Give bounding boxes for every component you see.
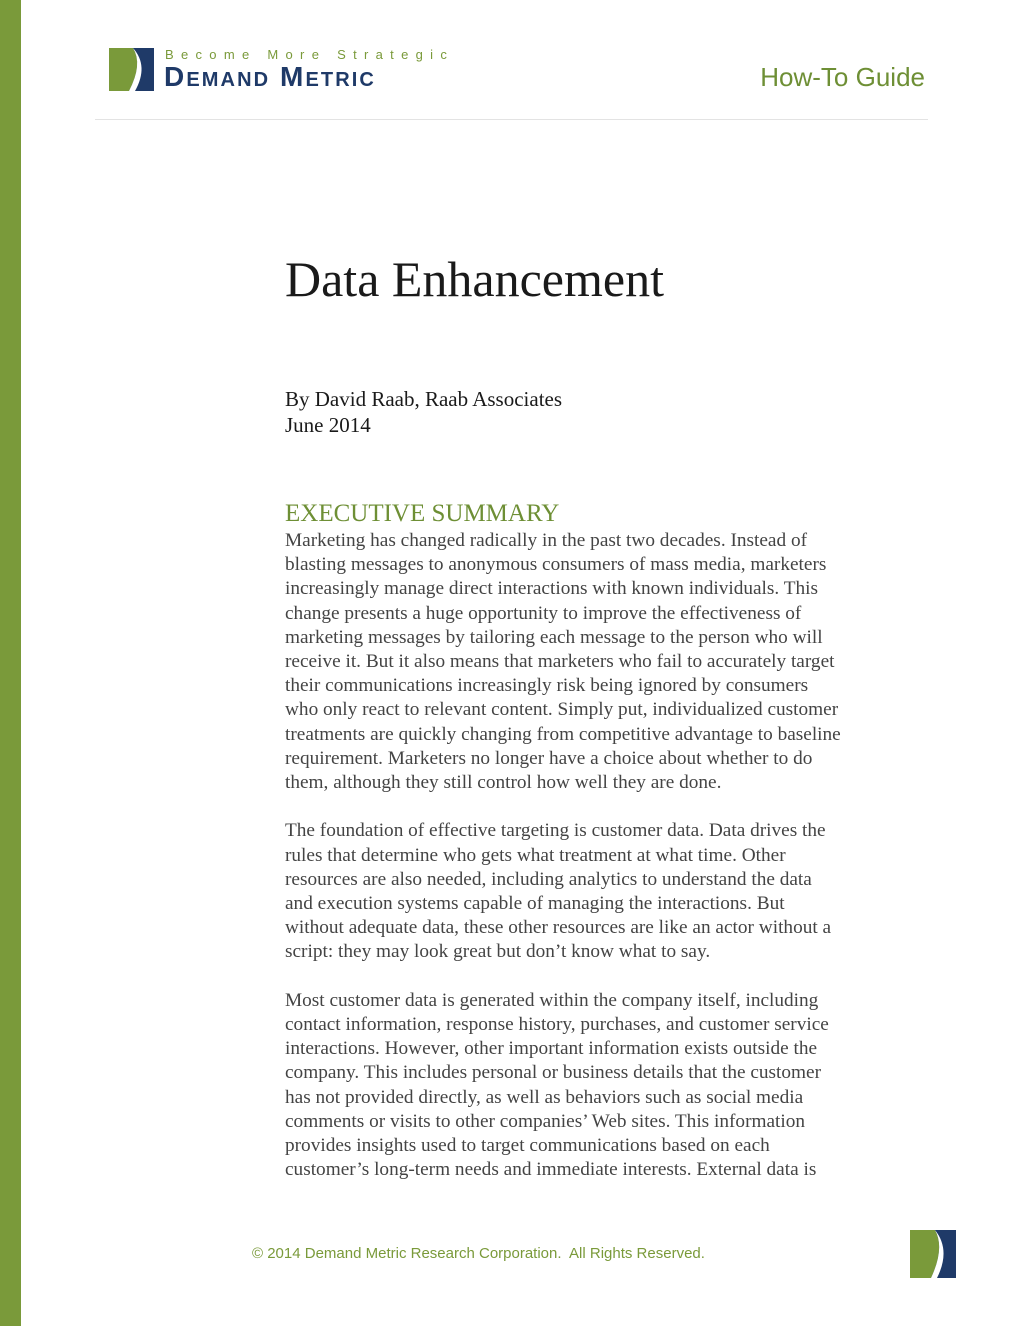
text-line: increasingly manage direct interactions with known individuals. This	[285, 578, 818, 600]
text-line: resources are also needed, including analytics to understand the data	[285, 868, 812, 890]
text-line: and execution systems capable of managing the interactions. But	[285, 893, 785, 915]
header-divider	[95, 119, 928, 120]
paragraph	[285, 989, 935, 1183]
left-accent-bar	[0, 0, 21, 1326]
author-line: By David Raab, Raab Associates	[285, 387, 563, 411]
text-line: blasting messages to anonymous consumers of mass media, marketers	[285, 554, 827, 576]
brand-name: Demand Metric	[164, 61, 376, 92]
demand-metric-logo-icon	[910, 1230, 956, 1278]
text-line: has not provided directly, as well as behaviors such as social media	[285, 1086, 804, 1108]
text-line: comments or visits to other companies’ Web sites. This information	[285, 1110, 806, 1132]
paragraph	[285, 529, 935, 795]
body-text	[285, 529, 935, 1207]
text-line: their communications increasingly risk being ignored by consumers	[285, 675, 809, 697]
section-heading: EXECUTIVE SUMMARY	[285, 500, 560, 527]
text-line: company. This includes personal or business details that the customer	[285, 1062, 822, 1084]
footer-copyright: © 2014 Demand Metric Research Corporation. All Rights Reserved.	[252, 1245, 705, 1262]
text-line: who only react to relevant content. Simply put, individualized customer	[285, 699, 839, 721]
text-line: receive it. But it also means that marketers who fail to accurately target	[285, 651, 835, 673]
document-type-label: How-To Guide	[760, 62, 925, 92]
text-line: Most customer data is generated within the company itself, including	[285, 989, 819, 1011]
text-line: treatments are quickly changing from competitive advantage to baseline	[285, 723, 841, 745]
text-line: interactions. However, other important information exists outside the	[285, 1038, 818, 1060]
paragraph	[285, 819, 935, 964]
brand-tagline: Become More Strategic	[165, 47, 455, 62]
text-line: provides insights used to target communications based on each	[285, 1135, 770, 1157]
text-line: Marketing has changed radically in the past two decades. Instead of	[285, 530, 808, 551]
document-title: Data Enhancement	[285, 251, 664, 307]
text-line: contact information, response history, purchases, and customer service	[285, 1014, 829, 1036]
byline	[285, 386, 562, 438]
text-line: change presents a huge opportunity to improve the effectiveness of	[285, 602, 802, 624]
text-line: The foundation of effective targeting is customer data. Data drives the	[285, 820, 826, 842]
demand-metric-logo-icon	[109, 48, 154, 91]
date-line: June 2014	[285, 413, 371, 437]
text-line: rules that determine who gets what treatment at what time. Other	[285, 844, 786, 866]
text-line: requirement. Marketers no longer have a choice about whether to do	[285, 747, 813, 769]
text-line: customer’s long-term needs and immediate interests. External data is	[285, 1159, 817, 1181]
text-line: them, although they still control how well they are done.	[285, 772, 722, 794]
text-line: marketing messages by tailoring each message to the person who will	[285, 626, 823, 648]
text-line: without adequate data, these other resources are like an actor without a	[285, 917, 832, 939]
text-line: script: they may look great but don’t know what to say.	[285, 941, 711, 963]
